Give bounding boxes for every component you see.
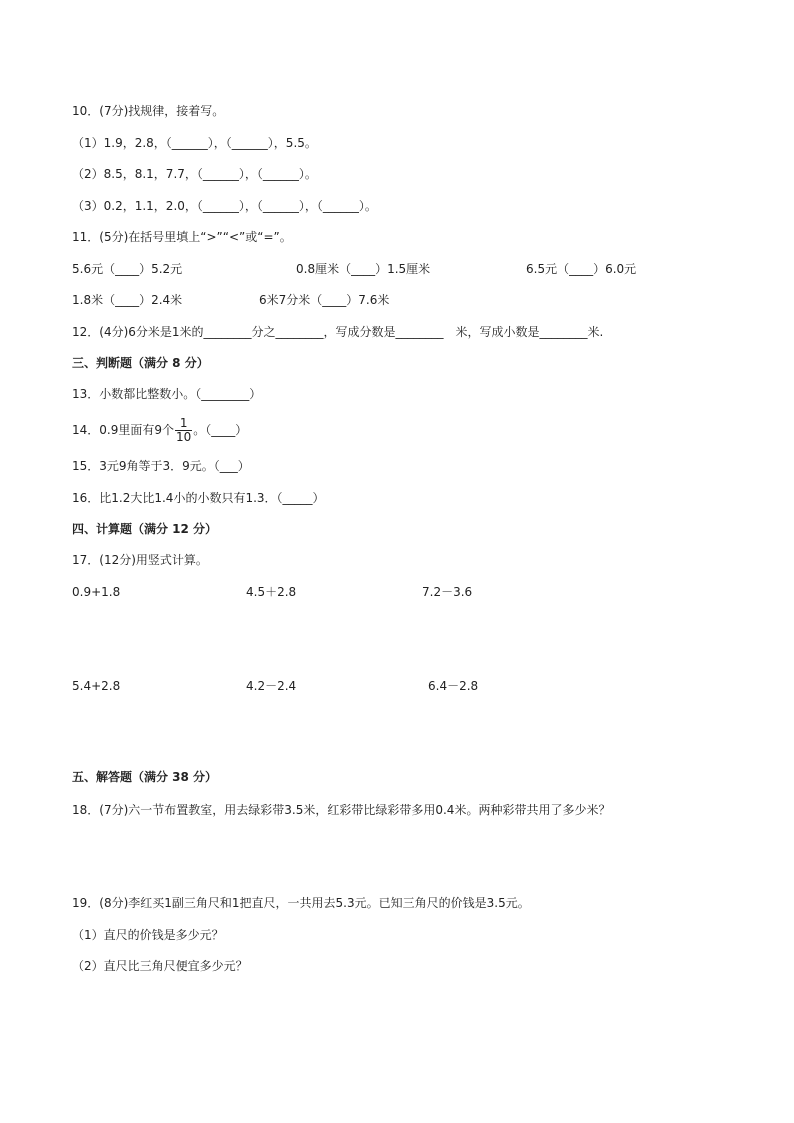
calc-expression-3: 7.2－3.6 <box>422 585 473 599</box>
question-11-item-5: 6米7分米（____）7.6米 <box>259 293 390 307</box>
question-10-row-3: （3）0.2，1.1，2.0，（______），（______），（______）。 <box>72 199 377 213</box>
section-5-heading: 五、解答题（满分 38 分） <box>72 770 218 784</box>
calc-expression-2: 4.5＋2.8 <box>246 585 297 599</box>
question-14-suffix: 。（____） <box>193 423 248 437</box>
calc-expression-5: 4.2－2.4 <box>246 679 297 693</box>
question-17-title: 17．(12分)用竖式计算。 <box>72 553 208 567</box>
question-14 <box>72 410 247 450</box>
question-19: 19．(8分)李红买1副三角尺和1把直尺，一共用去5.3元。已知三角尺的价钱是3.5元。 <box>72 896 530 910</box>
question-11-item-3: 6.5元（____）6.0元 <box>526 262 637 276</box>
fraction-denominator: 10 <box>176 430 192 444</box>
fraction-numerator: 1 <box>175 417 192 431</box>
calc-expression-1: 0.9+1.8 <box>72 585 121 599</box>
question-14-prefix: 14．0.9里面有9个 <box>72 423 174 437</box>
section-3-heading: 三、判断题（满分 8 分） <box>72 356 209 370</box>
question-11-item-1: 5.6元（____）5.2元 <box>72 262 183 276</box>
question-15: 15．3元9角等于3．9元。（___） <box>72 459 250 473</box>
calc-expression-4: 5.4+2.8 <box>72 679 121 693</box>
question-16: 16．比1.2大比1.4小的小数只有1.3．（_____） <box>72 491 325 505</box>
question-12: 12．(4分)6分米是1米的________分之________，写成分数是________ 米，写成小数是________米. <box>72 325 604 339</box>
question-10-row-1: （1）1.9，2.8，（______），（______），5.5。 <box>72 136 317 150</box>
question-11-title: 11．(5分)在括号里填上“>”“<”或“=”。 <box>72 230 292 244</box>
question-19-sub-2: （2）直尺比三角尺便宜多少元？ <box>72 959 248 973</box>
question-18: 18．(7分)六一节布置教室，用去绿彩带3.5米，红彩带比绿彩带多用0.4米。两种彩带共用了多少米？ <box>72 803 611 817</box>
question-19-sub-1: （1）直尺的价钱是多少元？ <box>72 928 224 942</box>
question-10-row-2: （2）8.5，8.1，7.7，（______），（______）。 <box>72 167 317 181</box>
question-13: 13．小数都比整数小。（________） <box>72 387 262 401</box>
question-10-title: 10．(7分)找规律，接着写。 <box>72 104 225 118</box>
calc-expression-6: 6.4－2.8 <box>428 679 479 693</box>
fraction <box>175 417 192 444</box>
section-4-heading: 四、计算题（满分 12 分） <box>72 522 218 536</box>
question-11-item-2: 0.8厘米（____）1.5厘米 <box>296 262 431 276</box>
question-11-item-4: 1.8米（____）2.4米 <box>72 293 183 307</box>
